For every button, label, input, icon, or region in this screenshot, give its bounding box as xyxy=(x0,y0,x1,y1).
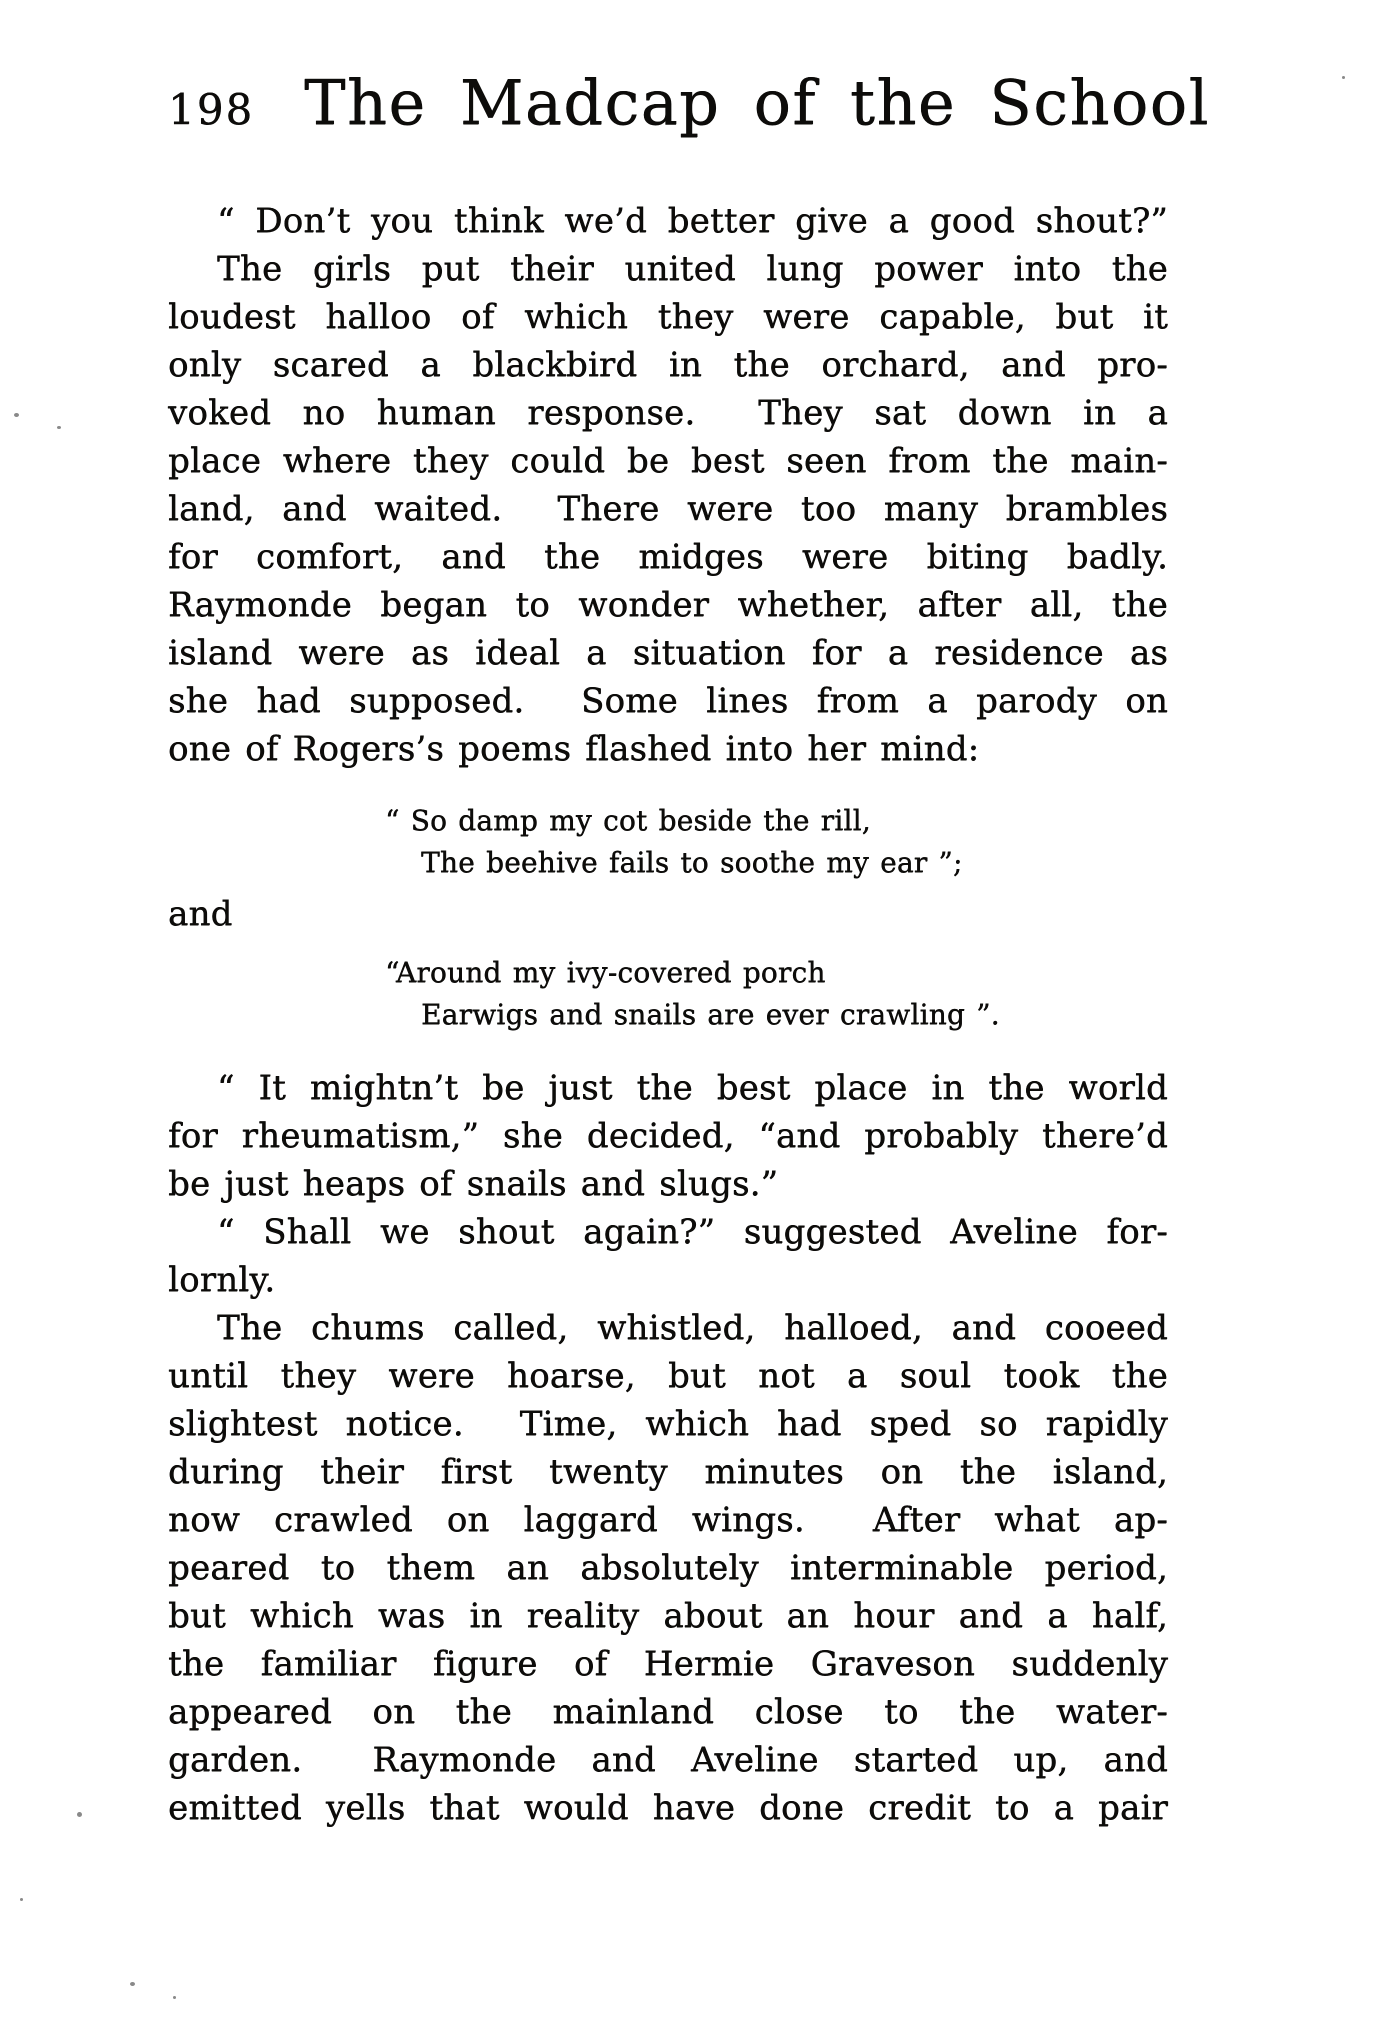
text-line: land, and waited. There were too many brambles xyxy=(168,489,1168,529)
dust-speck xyxy=(14,413,19,417)
text-line: appeared on the mainland close to the water- xyxy=(168,1692,1168,1732)
paragraph-1 xyxy=(168,197,1168,245)
paragraph-2 xyxy=(168,245,1168,773)
page-body xyxy=(168,197,1168,1832)
dust-speck xyxy=(130,1982,135,1986)
text-line: “ It mightn’t be just the best place in the world xyxy=(217,1068,1168,1108)
dust-speck xyxy=(20,1898,23,1901)
text-line: the familiar figure of Hermie Graveson suddenly xyxy=(168,1644,1168,1684)
text-line: emitted yells that would have done credit to a pair xyxy=(168,1788,1168,1828)
text-line: during their first twenty minutes on the island, xyxy=(168,1452,1168,1492)
verse-stanza-1 xyxy=(168,800,1168,884)
text-line: garden. Raymonde and Aveline started up, and xyxy=(168,1740,1168,1780)
text-line: slightest notice. Time, which had sped so rapidly xyxy=(168,1404,1168,1444)
text-line: for rheumatism,” she decided, “and probably there’d xyxy=(168,1116,1168,1156)
text-line: for comfort, and the midges were biting badly. xyxy=(168,537,1168,577)
dust-speck xyxy=(173,1996,176,1999)
text-line: only scared a blackbird in the orchard, and pro- xyxy=(168,345,1168,385)
dust-speck xyxy=(77,1812,82,1817)
page-number: 198 xyxy=(168,85,255,134)
text-line: The chums called, whistled, halloed, and cooeed xyxy=(217,1308,1168,1348)
text-line: loudest halloo of which they were capable, but it xyxy=(168,297,1168,337)
text-line: she had supposed. Some lines from a parody on xyxy=(168,681,1168,721)
text-line: “ Don’t you think we’d better give a good shout?” xyxy=(217,201,1168,241)
page-title: The Madcap of the School xyxy=(304,66,1210,139)
paragraph-4 xyxy=(168,1208,1168,1304)
dust-speck xyxy=(57,426,61,429)
text-line: until they were hoarse, but not a soul took the xyxy=(168,1356,1168,1396)
verse-stanza-2 xyxy=(168,952,1168,1036)
text-line: “ Shall we shout again?” suggested Aveline for- xyxy=(217,1212,1168,1252)
text-line: The girls put their united lung power into the xyxy=(217,249,1168,289)
text-line: but which was in reality about an hour and a half, xyxy=(168,1596,1168,1636)
verse-line: “ So damp my cot beside the rill, xyxy=(385,804,871,837)
verse-connector: and xyxy=(168,894,233,934)
text-line: be just heaps of snails and slugs.” xyxy=(168,1164,779,1204)
text-line: voked no human response. They sat down in a xyxy=(168,393,1168,433)
paragraph-5 xyxy=(168,1304,1168,1832)
dust-speck xyxy=(1342,76,1345,79)
verse-line: Earwigs and snails are ever crawling ”. xyxy=(421,998,1000,1031)
paragraph-3 xyxy=(168,1064,1168,1208)
text-line: Raymonde began to wonder whether, after all, the xyxy=(168,585,1168,625)
text-line: now crawled on laggard wings. After what ap- xyxy=(168,1500,1168,1540)
text-line: lornly. xyxy=(168,1260,276,1300)
page-header xyxy=(168,66,1210,139)
verse-line: The beehive fails to soothe my ear ”; xyxy=(421,846,963,879)
text-line: place where they could be best seen from the main- xyxy=(168,441,1168,481)
text-line: island were as ideal a situation for a residence as xyxy=(168,633,1168,673)
verse-line: “Around my ivy-covered porch xyxy=(385,956,826,989)
text-line: peared to them an absolutely interminable period, xyxy=(168,1548,1168,1588)
text-line: one of Rogers’s poems flashed into her mind: xyxy=(168,729,980,769)
